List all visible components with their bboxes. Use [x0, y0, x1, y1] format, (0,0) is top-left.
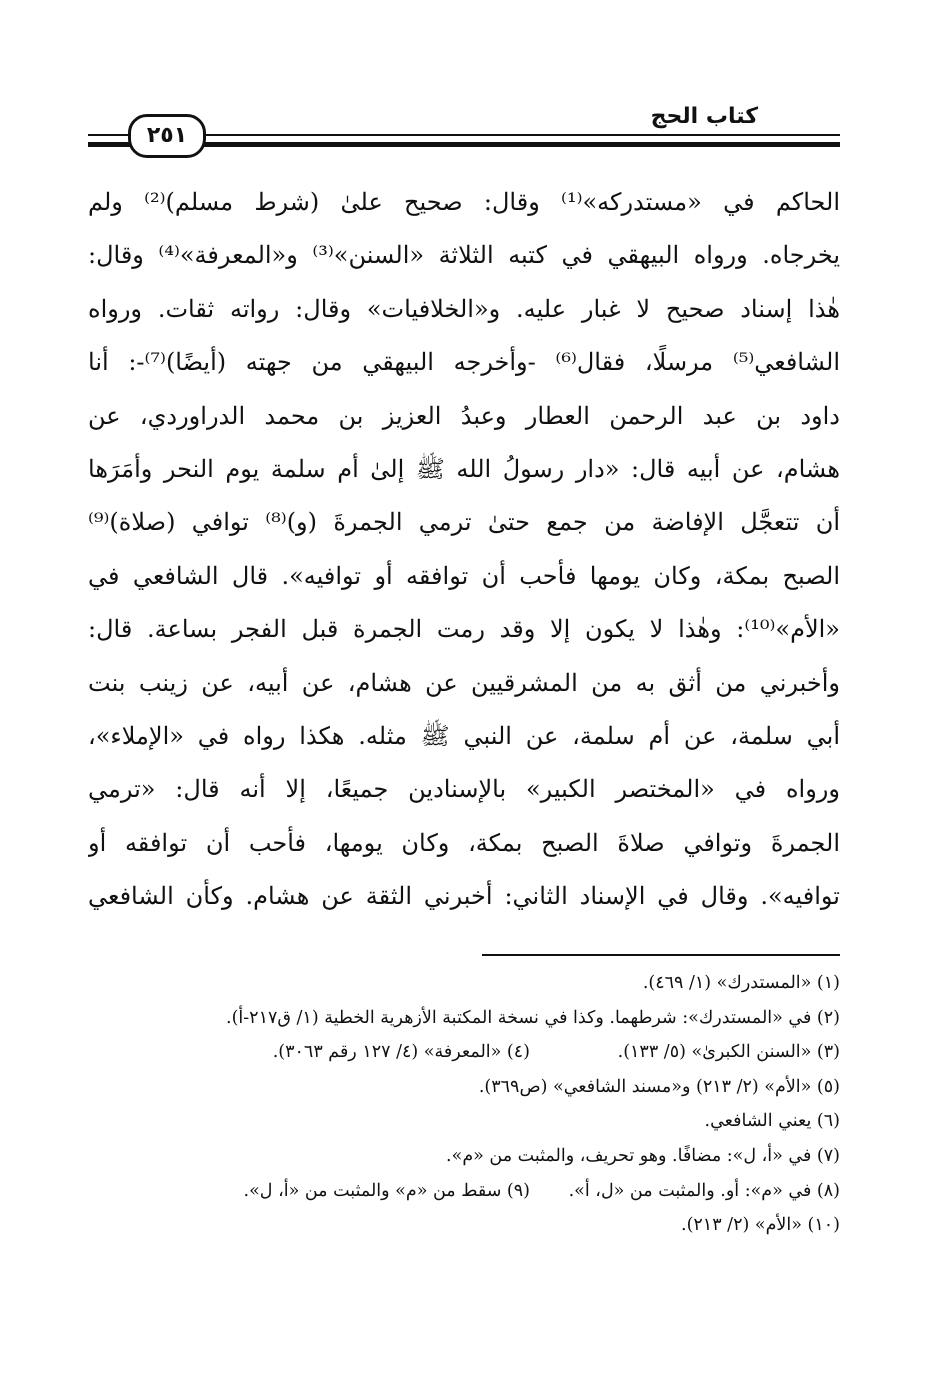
footnote-6: (٦) يعني الشافعي.: [704, 1111, 840, 1132]
text-line: الحاكم في «مستدركه»⁽¹⁾ وقال: صحيح علىٰ (شرط مسلم)⁽²⁾ ولم: [88, 188, 840, 216]
footnote-row-3-4: [88, 1035, 840, 1070]
header-rule-left-thin: [88, 134, 132, 136]
text-line: داود بن عبد الرحمن العطار وعبدُ العزيز بن محمد الدراوردي، عن: [88, 401, 840, 430]
page-number: ٢٥١: [128, 114, 206, 158]
text-line: الجمرةَ وتوافي صلاةَ الصبح بمكة، وكان يومها، فأحب أن توافقه أو: [88, 828, 840, 857]
text-line: يخرجاه. ورواه البيهقي في كتبه الثلاثة «السنن»⁽³⁾ و«المعرفة»⁽⁴⁾ وقال:: [88, 241, 840, 270]
footnote-4: (٤) «المعرفة» (٤/ ١٢٧ رقم ٣٠٦٣).: [272, 1042, 530, 1063]
page-header: [88, 96, 840, 156]
header-rule-left-thick: [88, 142, 132, 147]
text-line: هٰذا إسناد صحيح لا غبار عليه. و«الخلافيات» وقال: رواته ثقات. ورواه: [88, 294, 840, 323]
text-line: توافيه». وقال في الإسناد الثاني: أخبرني الثقة عن هشام. وكأن الشافعي: [88, 882, 840, 911]
footnote-2: (٢) في «المستدرك»: شرطهما. وكذا في نسخة المكتبة الأزهرية الخطية (١/ ق٢١٧-أ).: [226, 1007, 840, 1028]
text-line: الصبح بمكة، وكان يومها فأحب أن توافقه أو توافيه». قال الشافعي في: [88, 561, 840, 590]
text-line: وأخبرني من أثق به من المشرقيين عن هشام، عن أبيه، عن زينب بنت: [88, 668, 840, 697]
text-line: أبي سلمة، عن أم سلمة، عن النبي ﷺ مثله. هكذا رواه في «الإملاء»،: [88, 721, 840, 750]
text-line: الشافعي⁽⁵⁾ مرسلًا، فقال⁽⁶⁾ -وأخرجه البيهقي من جهته (أيضًا)⁽⁷⁾-: أنا: [88, 348, 840, 377]
footnote-10: (١٠) «الأم» (٢/ ٢١٣).: [681, 1215, 840, 1236]
footnote-8: (٨) في «م»: أو. والمثبت من «ل، أ».: [568, 1180, 840, 1201]
footnote-5: (٥) «الأم» (٢/ ٢١٣) و«مسند الشافعي» (ص٣٦٩).: [478, 1076, 840, 1097]
footnote-3: (٣) «السنن الكبرىٰ» (٥/ ١٣٣).: [617, 1042, 840, 1063]
text-line: ورواه في «المختصر الكبير» بالإسنادين جميعًا، إلا أنه قال: «ترمي: [88, 775, 840, 804]
text-line: أن تتعجَّل الإفاضة من جمع حتىٰ ترمي الجمرةَ (و)⁽⁸⁾ توافي (صلاة)⁽⁹⁾: [88, 508, 840, 537]
footnote-row-8-9: [88, 1174, 840, 1209]
text-line: «الأم»⁽¹⁰⁾: وهٰذا لا يكون إلا وقد رمت الجمرة قبل الفجر بساعة. قال:: [88, 615, 840, 644]
header-rule-thick: [188, 142, 840, 147]
chapter-title: كتاب الحج: [650, 104, 758, 129]
footnote-1: (١) «المستدرك» (١/ ٤٦٩).: [642, 973, 840, 993]
footnote-separator: [482, 954, 840, 956]
footnotes: [88, 966, 840, 1243]
header-rule-thin: [188, 134, 840, 136]
main-text: [88, 176, 840, 923]
text-line: هشام، عن أبيه قال: «دار رسولُ الله ﷺ إلىٰ أم سلمة يوم النحر وأمَرَها: [88, 454, 840, 483]
footnote-9: (٩) سقط من «م» والمثبت من «أ، ل».: [243, 1180, 530, 1201]
footnote-7: (٧) في «أ، ل»: مضافًا. وهو تحريف، والمثبت من «م».: [446, 1145, 840, 1166]
